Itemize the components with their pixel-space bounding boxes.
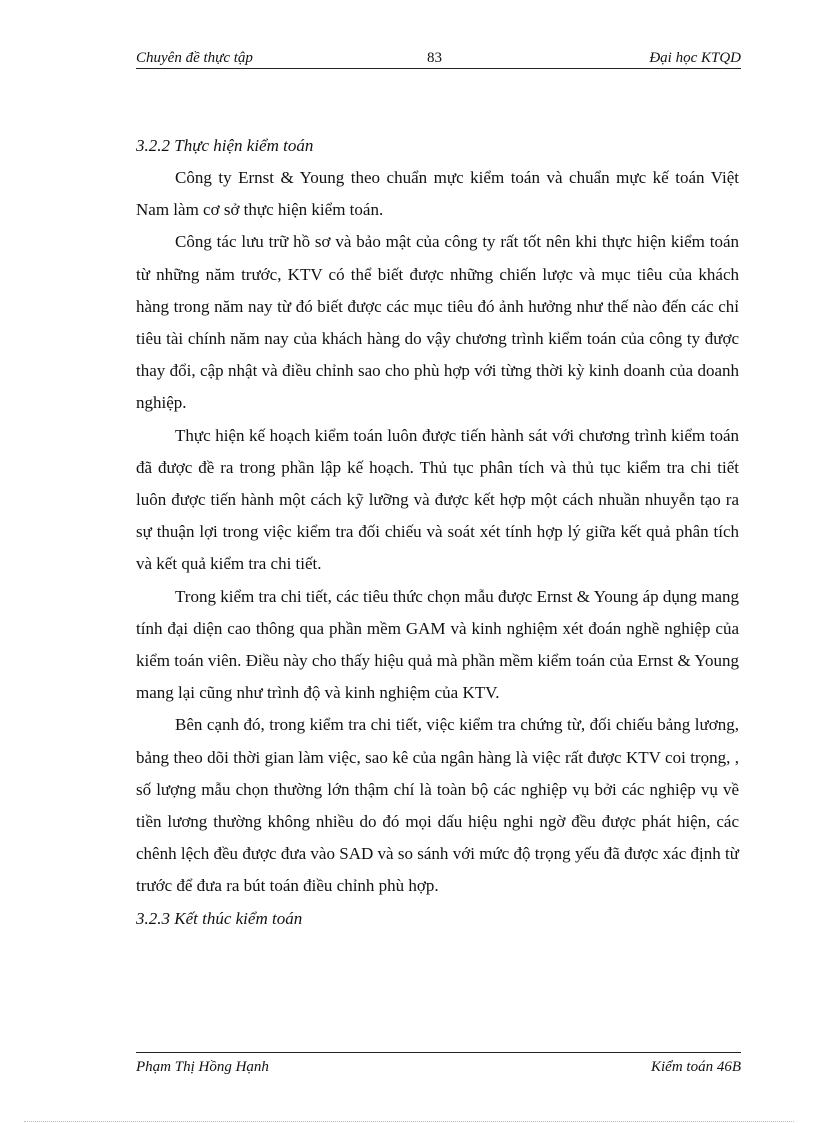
page-bottom-divider [24, 1121, 794, 1122]
section-heading-3-2-2: 3.2.2 Thực hiện kiểm toán [136, 136, 314, 155]
footer-author: Phạm Thị Hồng Hạnh [136, 1059, 269, 1075]
footer-class: Kiểm toán 46B [651, 1059, 741, 1075]
paragraph-sampling: Trong kiểm tra chi tiết, các tiêu thức chọn mẫu được Ernst & Young áp dụng mang tính đại diện cao thông qua phần mềm GAM và kinh nghiệm xét đoán nghề nghiệp của kiểm toán viên. Điều này cho thấy hiệu quả mà phần mềm kiểm toán của Ernst & Young mang lại cũng như trình độ và kinh nghiệm của KTV. [136, 586, 739, 703]
paragraph-archiving: Công tác lưu trữ hồ sơ và bảo mật của công ty rất tốt nên khi thực hiện kiểm toán từ những năm trước, KTV có thể biết được những chiến lược và mục tiêu của khách hàng trong năm nay từ đó biết được các mục tiêu đó ảnh hưởng như thế nào đến các chỉ tiêu tài chính năm nay của khách hàng do vậy chương trình kiểm toán của công ty được thay đổi, cập nhật và điều chỉnh sao cho phù hợp với từng thời kỳ kinh doanh của doanh nghiệp. [136, 232, 739, 413]
paragraph-standards: Công ty Ernst & Young theo chuẩn mực kiểm toán và chuẩn mực kế toán Việt Nam làm cơ sở thực hiện kiểm toán. [136, 168, 739, 220]
header-document-title: Chuyên đề thực tập [136, 50, 253, 66]
page-header [136, 48, 741, 69]
header-university: Đại học KTQD [649, 50, 741, 66]
paragraph-execution: Thực hiện kế hoạch kiểm toán luôn được tiến hành sát với chương trình kiểm toán đã được đề ra trong phần lập kế hoạch. Thủ tục phân tích và thủ tục kiểm tra chi tiết luôn được tiến hành một cách kỹ lưỡng và được kết hợp một cách nhuần nhuyễn tạo ra sự thuận lợi trong việc kiểm tra đối chiếu và soát xét tính hợp lý giữa kết quả phân tích và kết quả kiểm tra chi tiết. [136, 425, 739, 574]
paragraph-detail-testing: Bên cạnh đó, trong kiểm tra chi tiết, việc kiểm tra chứng từ, đối chiếu bảng lương, bảng theo dõi thời gian làm việc, sao kê của ngân hàng là việc rất được KTV coi trọng, , số lượng mẫu chọn thường lớn thậm chí là toàn bộ các nghiệp vụ bởi các nghiệp vụ về tiền lương thường không nhiều do đó mọi dấu hiệu nghi ngờ đều được phát hiện, các chênh lệch đều được đưa vào SAD và so sánh với mức độ trọng yếu đã được xác định từ trước để đưa ra bút toán điều chỉnh phù hợp. [136, 715, 739, 896]
page-body [136, 130, 739, 935]
page-footer [136, 1052, 741, 1073]
page-number: 83 [427, 50, 442, 66]
section-heading-3-2-3: 3.2.3 Kết thúc kiểm toán [136, 908, 303, 928]
